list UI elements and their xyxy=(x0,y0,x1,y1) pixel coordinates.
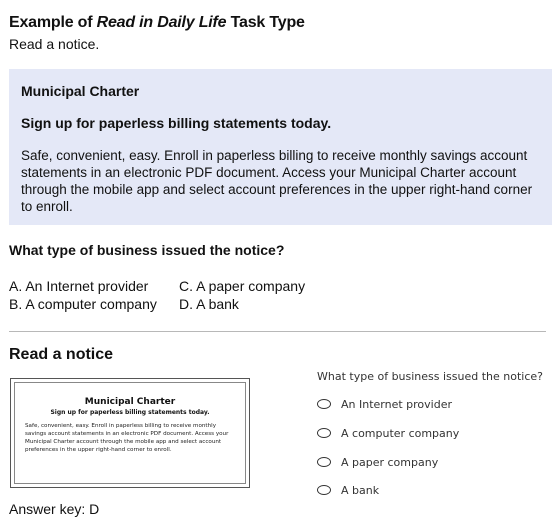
title-italic: Read in Daily Life xyxy=(96,14,227,31)
question-text: What type of business issued the notice? xyxy=(9,242,285,258)
title-suffix: Task Type xyxy=(226,14,305,31)
preview-title: Municipal Charter xyxy=(84,397,176,407)
preview-body: Safe, convenient, easy. Enroll in paperless billing to receive monthly savings account statements in an electronic PDF document. Access your Municipal Charter account through the mobile app and select account preferences in the upper right-hand corner to enroll. xyxy=(25,423,229,453)
notice-title: Municipal Charter xyxy=(21,83,140,99)
radio-label: A bank xyxy=(341,483,380,497)
answer-key: Answer key: D xyxy=(9,501,100,517)
notice-body: Safe, convenient, easy. Enroll in paperless billing to receive monthly savings account statements in an electronic PDF document. Access your Municipal Charter account through the mobile app and select account preferences in the upper right-hand corner to enroll. xyxy=(21,148,533,214)
notice-box xyxy=(9,69,552,225)
radio-option-bank[interactable] xyxy=(317,482,379,498)
title-prefix: Example of xyxy=(9,14,97,31)
radio-button[interactable] xyxy=(317,457,331,467)
radio-question-text: What type of business issued the notice? xyxy=(317,370,544,383)
notice-preview xyxy=(10,378,250,488)
radio-button[interactable] xyxy=(317,399,331,409)
radio-option-computer-company[interactable] xyxy=(317,425,459,441)
page-subtitle: Read a notice. xyxy=(9,36,100,52)
page-title xyxy=(9,14,305,32)
radio-option-paper-company[interactable] xyxy=(317,454,438,470)
option-a: A. An Internet provider xyxy=(9,278,149,294)
divider xyxy=(9,331,546,332)
radio-button[interactable] xyxy=(317,485,331,495)
radio-label: An Internet provider xyxy=(341,397,452,411)
radio-button[interactable] xyxy=(317,428,331,438)
radio-label: A paper company xyxy=(341,455,439,469)
option-c: C. A paper company xyxy=(179,278,306,294)
option-b: B. A computer company xyxy=(9,296,157,312)
notice-subtitle: Sign up for paperless billing statements today. xyxy=(21,115,332,131)
option-d: D. A bank xyxy=(179,296,239,312)
notice-preview-inner xyxy=(14,382,246,484)
radio-option-internet-provider[interactable] xyxy=(317,396,452,412)
preview-subtitle: Sign up for paperless billing statements today. xyxy=(50,409,210,416)
section-heading: Read a notice xyxy=(9,346,114,363)
radio-label: A computer company xyxy=(341,426,460,440)
